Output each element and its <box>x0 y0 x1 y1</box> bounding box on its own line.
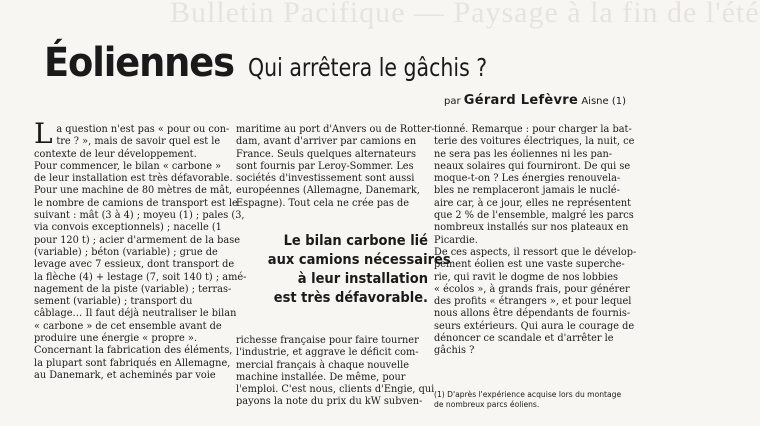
text-line: européennes (Allemagne, Danemark, <box>236 184 420 197</box>
text-line: l'emploi. C'est nous, clients d'Engie, qui <box>236 383 435 396</box>
text-line: bles ne remplaceront jamais le nuclé- <box>434 184 620 197</box>
text-line: pement éolien est une vaste superche- <box>434 258 625 271</box>
column-2-bottom <box>236 334 439 408</box>
text-line: Espagne). Tout cela ne crée pas de <box>236 196 409 209</box>
footnote <box>434 390 621 409</box>
text-line: dénoncer ce scandale et d'arrêter le <box>434 332 614 345</box>
article-subtitle: Qui arrêtera le gâchis ? <box>247 53 487 82</box>
text-line: Picardie. <box>434 233 478 246</box>
text-line: la plupart sont fabriqués en Allemagne, <box>34 356 231 369</box>
text-line: pour 120 t) ; acier d'armement de la base <box>34 233 240 246</box>
text-line: France. Seuls quelques alternateurs <box>236 147 416 160</box>
text-line: dam, avant d'arriver par camions en <box>236 135 417 148</box>
text-line: Concernant la fabrication des éléments, <box>34 344 233 357</box>
text-line: au Danemark, et acheminés par voie <box>34 368 216 381</box>
column-1 <box>34 123 247 381</box>
footnote-line: (1) D'après l'expérience acquise lors du montage <box>434 390 622 399</box>
text-line: levage avec 7 essieux, dont transport de <box>34 258 235 271</box>
text-line: seurs extérieurs. Qui aura le courage de <box>434 319 635 332</box>
pull-quote-line: Le bilan carbone lié <box>283 233 428 249</box>
text-line: rie, qui ravit le dogme de nos lobbies <box>434 270 619 283</box>
text-line: Pour une machine de 80 mètres de mât, <box>34 184 233 197</box>
text-line: le nombre de camions de transport est le <box>34 196 238 209</box>
pull-quote <box>267 232 451 308</box>
byline-author: Gérard Lefèvre <box>463 93 579 108</box>
text-line: aire car, à ce jour, elles ne représentent <box>434 196 632 209</box>
text-line: De ces aspects, il ressort que le dévelop- <box>434 245 637 258</box>
text-line: nous allons être dépendants de fournis- <box>434 307 631 320</box>
byline-affiliation: Aisne (1) <box>581 96 626 107</box>
text-line: contexte de leur développement. <box>34 147 197 160</box>
text-line: tre ? », mais de savoir quel est le <box>56 135 221 148</box>
text-line: moque-t-on ? Les énergies renouvela- <box>434 172 621 185</box>
text-line: la flèche (4) + lestage (7, soit 140 t) ; amé- <box>34 270 247 283</box>
text-line: richesse française pour faire tourner <box>236 334 419 346</box>
column-2-top <box>236 123 439 209</box>
text-line: de leur installation est très défavorable. <box>34 172 233 185</box>
text-line: l'industrie, et aggrave le déficit com- <box>236 346 419 359</box>
byline-prefix: par <box>443 96 461 107</box>
text-line: machine installée. De même, pour <box>236 370 406 383</box>
text-line: tionné. Remarque : pour charger la bat- <box>434 123 632 135</box>
footnote-line: de nombreux parcs éoliens. <box>434 399 540 409</box>
text-line: produire une énergie « propre ». <box>34 332 198 345</box>
text-line: a question n'est pas « pour ou con- <box>56 123 230 135</box>
text-line: sociétés d'investissement sont aussi <box>236 172 415 185</box>
text-line: terie des voitures électriques, la nuit, ce <box>434 135 635 148</box>
text-line: nombreux installés sur nos plateaux en <box>434 221 629 234</box>
text-line: payons la note du prix du kW subven- <box>236 395 423 408</box>
text-line: nagement de la piste (variable) ; terras- <box>34 282 232 295</box>
article-title: Éoliennes <box>44 40 234 86</box>
text-line: neaux solaires qui fourniront. De qui se <box>434 159 631 172</box>
text-line: ne sera pas les éoliennes ni les pan- <box>434 147 613 160</box>
previous-page-ghost-text: Bulletin Pacifique — Paysage à la fin de l'été <box>170 0 760 29</box>
text-line: gâchis ? <box>434 344 475 357</box>
text-line: des profits « étrangers », et pour lequel <box>434 295 632 308</box>
text-line: sement (variable) ; transport du <box>34 295 193 308</box>
text-line: (variable) ; béton (variable) ; grue de <box>34 245 218 258</box>
text-line: maritime au port d'Anvers ou de Rotter- <box>236 123 435 135</box>
pull-quote-line: aux camions nécessaires <box>267 252 451 268</box>
text-line: « écolos », à grands frais, pour générer <box>434 282 630 295</box>
text-line: câblage… Il faut déjà neutraliser le bilan <box>34 307 237 320</box>
text-line: « carbone » de cet ensemble avant de <box>34 319 222 332</box>
headline <box>44 40 539 86</box>
text-line: mercial français à chaque nouvelle <box>236 358 409 371</box>
drop-cap: L <box>34 117 53 150</box>
text-line: Pour commencer, le bilan « carbone » <box>34 159 222 172</box>
text-line: suivant : mât (3 à 4) ; moyeu (1) ; pales (3, <box>34 209 245 222</box>
column-3 <box>434 123 637 357</box>
text-line: que 2 % de l'ensemble, malgré les parcs <box>434 209 634 222</box>
text-line: via convois exceptionnels) ; nacelle (1 <box>34 221 222 234</box>
text-line: sont fournis par Leroy-Sommer. Les <box>236 159 414 172</box>
byline <box>444 93 626 108</box>
pull-quote-line: est très défavorable. <box>273 290 428 306</box>
pull-quote-line: à leur installation <box>297 271 428 287</box>
